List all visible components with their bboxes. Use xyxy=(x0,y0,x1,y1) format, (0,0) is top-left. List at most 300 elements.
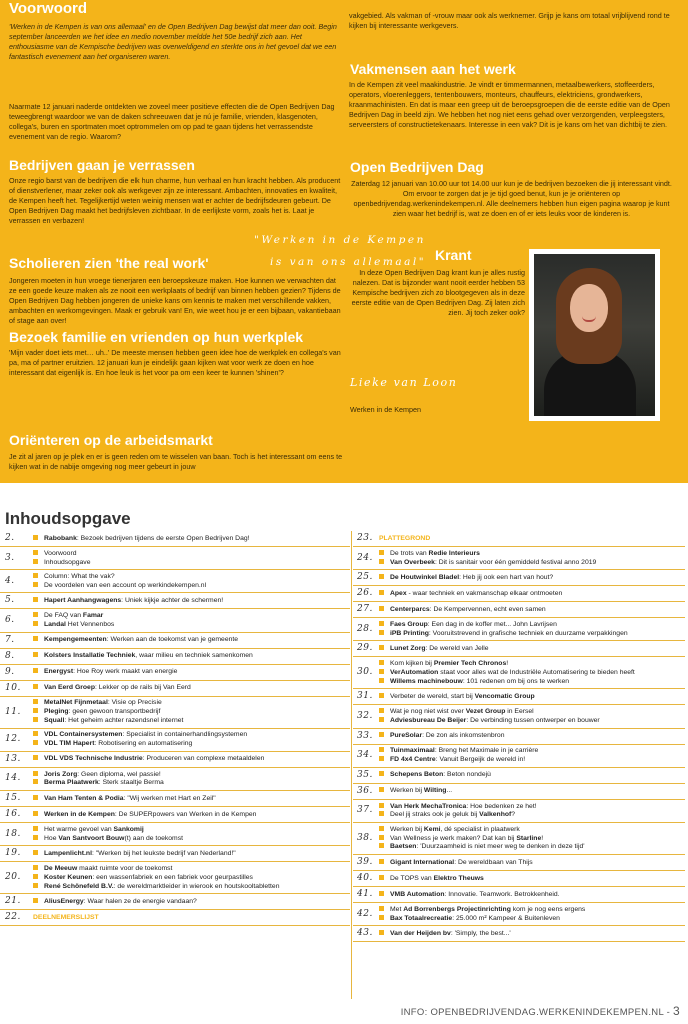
bullet-square-icon xyxy=(379,645,384,650)
toc-text: : Uniek kijkje achter de schermen! xyxy=(121,596,224,604)
toc-text: Het Vennenbos xyxy=(65,620,115,628)
bullet-square-icon xyxy=(33,755,38,760)
toc-text: : Werken aan de toekomst van je gemeente xyxy=(106,636,239,644)
toc-entry xyxy=(0,729,350,752)
bullet-square-icon xyxy=(379,574,384,579)
toc-line xyxy=(379,559,685,568)
voorwoord-title: Voorwoord xyxy=(9,0,88,17)
company-name: Sankomij xyxy=(113,825,144,833)
bullet-square-icon xyxy=(33,550,38,555)
toc-entry xyxy=(353,705,685,728)
company-name: iPB Printing xyxy=(390,629,429,637)
toc-entry xyxy=(353,689,685,705)
company-name: Apex xyxy=(390,589,407,597)
toc-text: Hoe xyxy=(44,834,59,842)
toc-text: : 25.000 m² Kampeer & Buitenleven xyxy=(452,914,560,922)
bullet-square-icon xyxy=(379,621,384,626)
bullet-square-icon xyxy=(33,559,38,564)
toc-line xyxy=(379,621,685,630)
toc-page-number: 30. xyxy=(357,667,373,678)
toc-page-number: 21. xyxy=(5,896,21,907)
toc-text: : De Kempervennen, echt even samen xyxy=(429,605,546,613)
toc-page-number: 9. xyxy=(5,666,15,677)
toc-line xyxy=(379,803,685,812)
toc-text: Werken bij xyxy=(390,787,424,795)
toc-entry xyxy=(0,570,350,593)
company-name: Squall xyxy=(44,716,65,724)
toc-text: Inhoudsopgave xyxy=(44,558,91,566)
section-text-orienteren: Je zit al jaren op je plek en er is geen reden om te wisselen van baan. Toch is het interessant om eens te kijken wat in de nabije omgeving nog meer gebeurt in jouw xyxy=(9,452,343,471)
section-title-orienteren: Oriënteren op de arbeidsmarkt xyxy=(9,432,213,448)
toc-text: : "Wij werken met Hart en Zeil" xyxy=(123,794,216,802)
toc-text: Het warme gevoel van xyxy=(44,825,114,833)
bullet-square-icon xyxy=(379,606,384,611)
toc-section-heading: DEELNEMERSLIJST xyxy=(33,913,99,921)
toc-page-number: 38. xyxy=(357,833,373,843)
company-name: De Houtwinkel Bladel xyxy=(390,573,460,581)
bullet-square-icon xyxy=(33,835,38,840)
toc-page-number: 16. xyxy=(5,809,21,819)
toc-line xyxy=(379,930,685,939)
footer xyxy=(401,1004,680,1018)
toc-entry xyxy=(353,602,685,618)
toc-text: De FAQ van xyxy=(44,612,83,620)
toc-text: Verbeter de wereld, start bij xyxy=(390,692,475,700)
bullet-square-icon xyxy=(33,898,38,903)
company-name: Joris Zorg xyxy=(44,770,78,778)
toc-text: : De verbinding tussen ontwerper en bouwer xyxy=(466,716,600,724)
toc-text: : De wereldbaan van Thijs xyxy=(454,858,533,866)
toc-page-number: 24. xyxy=(357,552,373,563)
toc-text: : Heb jij ook een hart van hout? xyxy=(459,573,554,581)
bullet-square-icon xyxy=(379,708,384,713)
toc-line xyxy=(379,756,685,765)
toc-text: ... xyxy=(446,787,453,795)
bullet-square-icon xyxy=(379,843,384,848)
company-name: René Schönefeld B.V. xyxy=(44,882,114,890)
toc-page-number: 29. xyxy=(357,643,373,654)
bullet-square-icon xyxy=(379,930,384,935)
toc-page-number: 6. xyxy=(5,614,15,625)
toc-page-number: 19. xyxy=(5,848,21,859)
company-name: Vezet Group xyxy=(465,708,506,716)
company-name: Koster Keunen xyxy=(44,873,93,881)
toc-text: : Het geheim achter razendsnel internet xyxy=(64,716,184,724)
toc-line xyxy=(33,731,350,740)
toc-title: Inhoudsopgave xyxy=(5,509,131,528)
company-name: Valkenhof xyxy=(479,811,512,819)
bullet-square-icon xyxy=(33,699,38,704)
toc-page-number: 2. xyxy=(5,533,15,543)
toc-text: Met xyxy=(390,905,404,913)
toc-line xyxy=(379,693,685,702)
toc-page-number: 18. xyxy=(5,828,21,839)
section-title-vakmensen: Vakmensen aan het werk xyxy=(350,61,516,77)
company-name: Schepens Beton xyxy=(390,771,444,779)
bullet-square-icon xyxy=(379,630,384,635)
company-name: Energyst xyxy=(44,668,74,676)
toc-line xyxy=(33,621,350,630)
toc-text: Deel jij straks ook je geluk bij xyxy=(390,811,480,819)
bullet-square-icon xyxy=(379,559,384,564)
toc-line xyxy=(33,850,350,859)
toc-page-number: 31. xyxy=(357,691,373,702)
toc-page-number: 5. xyxy=(5,595,15,606)
toc-entry xyxy=(353,800,685,823)
toc-text: : Sterk staaltje Berma xyxy=(98,779,164,787)
toc-entry xyxy=(353,729,685,745)
section-title-scholieren: Scholieren zien 'the real work' xyxy=(9,255,209,271)
toc-entry xyxy=(353,768,685,784)
bullet-square-icon xyxy=(33,874,38,879)
company-name: Faes Group xyxy=(390,620,428,628)
toc-right-column xyxy=(353,531,685,1001)
toc-text: - waar techniek en vakmanschap elkaar ontmoeten xyxy=(406,589,563,597)
bullet-square-icon xyxy=(33,865,38,870)
toc-line xyxy=(33,898,350,907)
toc-page-number: 43. xyxy=(357,928,373,939)
toc-line xyxy=(33,771,350,780)
toc-entry xyxy=(353,570,685,586)
toc-line xyxy=(33,865,350,874)
toc-line xyxy=(379,843,685,852)
toc-text: maakt ruimte voor de toekomst xyxy=(77,864,173,872)
toc-text: : Breng het Maximale in je carrière xyxy=(434,747,539,755)
company-name: Adviesbureau De Beijer xyxy=(390,716,467,724)
toc-entry xyxy=(0,681,350,697)
toc-text: : de wereldmarktleider in wierook en houtskooltabletten xyxy=(113,882,280,890)
company-name: PureSolar xyxy=(390,732,423,740)
company-name: Hapert Aanhangwagens xyxy=(44,596,122,604)
toc-page-number: 40. xyxy=(357,873,373,883)
bullet-square-icon xyxy=(379,693,384,698)
toc-text: : Dit is sanitair voor één gemiddeld festival anno 2019 xyxy=(434,558,597,566)
toc-entry xyxy=(0,593,350,609)
company-name: Ad Borrenbergs Projectinrichting xyxy=(403,905,511,913)
company-name: AliusEnergy xyxy=(44,897,84,905)
toc-page-number: 25. xyxy=(357,572,373,583)
section-text-krant: In deze Open Bedrijven Dag krant kun je alles rustig nalezen. Dat is bijzonder want nooit eerder hebben 53 Kempische bedrijven zich zo blootgegeven als in deze eerste editie van de Open Bedrijven Dag. Zij laten zich zien. Jij toch zeker ook? xyxy=(351,268,525,317)
toc-line xyxy=(379,669,685,678)
toc-page-number: 32. xyxy=(357,710,373,721)
toc-text: ! xyxy=(541,834,544,842)
bullet-square-icon xyxy=(379,859,384,864)
toc-entry xyxy=(0,807,350,823)
portrait-photo xyxy=(529,249,660,421)
toc-page-number: 27. xyxy=(357,604,373,615)
bullet-square-icon xyxy=(33,850,38,855)
bullet-square-icon xyxy=(33,708,38,713)
toc-text: De trots van xyxy=(390,549,429,557)
voorwoord-paragraph: Naarmate 12 januari naderde ontdekten we zoveel meer positieve effecten die de Open Bedrijven Dag teweegbrengt waardoor we van de daken schreeuwen dat je nú je familie, vrienden, klasgenoten, collega's, buren en sportmaten moet optrommelen om op pad te gaan tijdens het verrassendste evenement van de regio. Waarom? xyxy=(9,102,335,141)
toc-line xyxy=(379,835,685,844)
company-name: De Meeuw xyxy=(44,864,78,872)
bullet-square-icon xyxy=(379,669,384,674)
company-name: MetalNet Fijnmetaal xyxy=(44,699,108,707)
signature: Lieke van Loon xyxy=(350,376,458,389)
toc-line xyxy=(379,771,685,780)
toc-entry xyxy=(0,752,350,768)
company-name: Wilting xyxy=(423,787,447,795)
toc-line xyxy=(33,636,350,645)
bullet-square-icon xyxy=(33,582,38,587)
column-divider xyxy=(351,531,352,999)
toc-page-number: 3. xyxy=(5,552,15,563)
toc-text: : Vanuit Bergeijk de wereld in! xyxy=(435,756,526,764)
toc-line xyxy=(379,574,685,583)
toc-line xyxy=(379,630,685,639)
bullet-square-icon xyxy=(33,795,38,800)
company-name: Elektro Theuws xyxy=(433,874,484,882)
section-title-krant: Krant xyxy=(435,247,472,263)
toc-text: : een wassenfabriek en een fabriek voor geurpastilles xyxy=(92,873,253,881)
toc-text: kom je nog eens ergens xyxy=(510,905,586,913)
toc-text: Kom kijken bij xyxy=(390,660,434,668)
toc-text: : Beton nondejù xyxy=(443,771,491,779)
toc-page-number: 35. xyxy=(357,769,373,780)
toc-text: : Produceren van complexe metaaldelen xyxy=(142,755,265,763)
bullet-square-icon xyxy=(379,771,384,776)
company-name: Van Overbeek xyxy=(390,558,435,566)
toc-entry xyxy=(353,657,685,689)
toc-entry xyxy=(353,618,685,641)
company-name: Premier Tech Chronos xyxy=(433,660,507,668)
bullet-square-icon xyxy=(33,652,38,657)
company-name: Werken in de Kempen xyxy=(44,810,115,818)
toc-text: : Specialist in containerhandlingsystemen xyxy=(122,731,248,739)
toc-entry xyxy=(0,910,350,926)
toc-page-number: 37. xyxy=(357,805,373,816)
bullet-square-icon xyxy=(33,883,38,888)
bullet-square-icon xyxy=(379,590,384,595)
toc-text: : Hoe bedenken ze het! xyxy=(466,802,537,810)
toc-text: in Eersel xyxy=(505,708,534,716)
toc-line xyxy=(33,779,350,788)
toc-page-number: 15. xyxy=(5,793,21,803)
company-name: VDL VDS Technische Industrie xyxy=(44,755,143,763)
toc-entry xyxy=(353,641,685,657)
bullet-square-icon xyxy=(379,717,384,722)
section-title-bedrijven: Bedrijven gaan je verrassen xyxy=(9,157,195,173)
toc-text: : "Werken bij het leukste bedrijf van Nederland!" xyxy=(91,849,236,857)
toc-text: : Waar halen ze de energie vandaan? xyxy=(83,897,197,905)
toc-line xyxy=(379,859,685,868)
toc-page-number: 28. xyxy=(357,623,373,634)
toc-entry xyxy=(0,649,350,665)
footer-url[interactable]: INFO: OPENBEDRIJVENDAG.WERKENINDEKEMPEN.NL xyxy=(400,1007,664,1018)
bullet-square-icon xyxy=(379,803,384,808)
toc-entry xyxy=(0,665,350,681)
toc-line xyxy=(33,535,350,544)
toc-text: : 'Duurzaamheid is niet meer weg te denken in deze tijd' xyxy=(416,843,585,851)
bullet-square-icon xyxy=(33,740,38,745)
toc-page-number: 14. xyxy=(5,773,21,784)
bullet-square-icon xyxy=(379,835,384,840)
toc-text: , dé specialist in plaatwerk xyxy=(440,825,520,833)
toc-text: staat voor alles wat de Industriële Automatisering te bieden heeft xyxy=(438,668,635,676)
company-name: Kolsters Installatie Techniek xyxy=(44,652,136,660)
toc-line xyxy=(379,717,685,726)
toc-text: : Visie op Precisie xyxy=(107,699,162,707)
toc-text: : Robotisering en automatisering xyxy=(94,740,193,748)
toc-entry xyxy=(0,697,350,729)
bullet-square-icon xyxy=(379,747,384,752)
toc-page-number: 13. xyxy=(5,753,21,764)
bullet-square-icon xyxy=(379,787,384,792)
continued-text: vakgebied. Als vakman of -vrouw maar ook als werknemer. Grijp je kans om totaal vrijblijvend rond te kijken bij interessante werkgevers. xyxy=(349,11,670,30)
toc-text: De TOPS van xyxy=(390,874,434,882)
toc-text: ? xyxy=(511,811,516,819)
toc-text: ! xyxy=(506,660,509,668)
toc-page-number: 8. xyxy=(5,650,15,661)
bullet-square-icon xyxy=(379,732,384,737)
company-name: VDL Containersystemen xyxy=(44,731,123,739)
toc-line xyxy=(33,708,350,717)
toc-line xyxy=(379,660,685,669)
toc-text: : Hoe Roy werk maakt van energie xyxy=(73,668,178,676)
company-name: Van Herk MechaTronica xyxy=(390,802,467,810)
toc-left-column xyxy=(0,531,350,1001)
section-text-vakmensen: In de Kempen zit veel maakindustrie. Je vindt er timmermannen, metaalbewerkers, stoffeerders, operators, vloerenleggers, tentenbouwers, monteurs, chauffeurs, elektriciens, grondwerkers, kraanmachinisten. En dat is maar een greep uit de beroepsgroepen die de eerste editie van de Open Bedrijven Dag in beeld zijn. We hebben het nog niet eens gehad over verzorgenden, verpleegsters, serveersters of constructietekenaars. Interesse in een vak? Dit is je kans om het van dichtbij te zien. xyxy=(349,80,670,129)
bullet-square-icon xyxy=(33,779,38,784)
toc-page-number: 7. xyxy=(5,634,15,645)
toc-text: Werken bij xyxy=(390,825,424,833)
toc-entry xyxy=(0,823,350,846)
toc-line xyxy=(379,811,685,820)
bullet-square-icon xyxy=(33,826,38,831)
company-name: Van Santvoort Bouw xyxy=(58,834,125,842)
company-name: VDL TIM Hapert xyxy=(44,740,95,748)
pull-quote-line-2: is van ons allemaal" xyxy=(270,256,427,268)
toc-line xyxy=(33,755,350,764)
section-title-obd: Open Bedrijven Dag xyxy=(350,159,484,175)
toc-entry xyxy=(0,547,350,570)
toc-entry xyxy=(353,871,685,887)
toc-page-number: 33. xyxy=(357,730,373,741)
toc-line xyxy=(33,597,350,606)
company-name: Van Eerd Groep xyxy=(44,684,95,692)
bullet-square-icon xyxy=(379,891,384,896)
toc-entry xyxy=(0,846,350,862)
company-name: Vencomatic Group xyxy=(474,692,535,700)
company-name: Pleging xyxy=(44,708,69,716)
toc-entry xyxy=(353,531,685,547)
toc-text: : Vooruitstrevend in grafische techniek en duurzame verpakkingen xyxy=(428,629,628,637)
bullet-square-icon xyxy=(33,717,38,722)
bullet-square-icon xyxy=(379,875,384,880)
toc-entry xyxy=(0,609,350,632)
bullet-square-icon xyxy=(33,636,38,641)
toc-line xyxy=(33,795,350,804)
toc-text: : Lekker op de rails bij Van Eerd xyxy=(95,684,191,692)
toc-entry xyxy=(0,633,350,649)
toc-text: , waar milieu en techniek samenkomen xyxy=(135,652,253,660)
toc-page-number: 22. xyxy=(5,912,21,923)
toc-line xyxy=(33,652,350,661)
page-number: 3 xyxy=(673,1004,680,1018)
toc-line xyxy=(33,874,350,883)
toc-line xyxy=(379,906,685,915)
toc-page-number: 36. xyxy=(357,785,373,796)
company-name: Bax Totaalrecreatie xyxy=(390,914,453,922)
company-name: Lampenlicht.nl xyxy=(44,849,92,857)
toc-text: : De wereld van Jelle xyxy=(425,644,489,652)
bullet-square-icon xyxy=(33,811,38,816)
company-name: Tuinmaximaal xyxy=(390,747,435,755)
toc-entry xyxy=(353,823,685,855)
toc-entry xyxy=(353,586,685,602)
bullet-square-icon xyxy=(33,771,38,776)
company-name: VMB Automation xyxy=(390,890,445,898)
company-name: Van der Heijden bv xyxy=(390,929,451,937)
toc-line xyxy=(379,550,685,559)
toc-line xyxy=(33,612,350,621)
toc-text: : Geen diploma, wel passie! xyxy=(77,770,161,778)
toc-page-number: 20. xyxy=(5,872,21,883)
toc-line xyxy=(379,891,685,900)
toc-entry xyxy=(353,903,685,926)
toc-text: Van Wellness je werk maken? Dat kan bij xyxy=(390,834,517,842)
company-name: Willems machinebouw xyxy=(390,677,463,685)
toc-line xyxy=(379,915,685,924)
toc-page-number: 4. xyxy=(5,575,15,586)
bullet-square-icon xyxy=(33,597,38,602)
voorwoord-panel xyxy=(0,0,688,483)
toc-entry xyxy=(0,894,350,910)
bullet-square-icon xyxy=(379,550,384,555)
pull-quote-line-1: "Werken in de Kempen xyxy=(254,234,426,246)
toc-entry xyxy=(353,745,685,768)
company-name: Centerparcs xyxy=(390,605,430,613)
toc-entry xyxy=(353,926,685,942)
toc-entry xyxy=(353,855,685,871)
bullet-square-icon xyxy=(379,906,384,911)
company-name: VerAutomation xyxy=(390,668,439,676)
company-name: FD 4x4 Centre xyxy=(390,756,436,764)
toc-line xyxy=(379,826,685,835)
section-text-scholieren: Jongeren moeten in hun vroege tienerjaren een beroepskeuze maken. Hoe kunnen we verwachten dat ze een goede keuze maken als ze nooit een werkplaats of bedrijf van binnen hebben gezien? Tijdens de Open Bedrijven Dag hebben jongeren de unieke kans om kennis te maken met verschillende vakken, ambachten en werkomgevingen. Maak er gebruik van! En, wie weet hou je er een bijbaan, vakantiebaan of stage aan over! xyxy=(9,276,341,325)
signature-role: Werken in de Kempen xyxy=(350,405,421,414)
toc-line xyxy=(33,684,350,693)
bullet-square-icon xyxy=(379,756,384,761)
company-name: Famar xyxy=(82,612,104,620)
company-name: Lunet Zorg xyxy=(390,644,426,652)
company-name: Baetsen xyxy=(390,843,417,851)
toc-text: : Bezoek bedrijven tijdens de eerste Open Bedrijven Dag! xyxy=(76,534,250,542)
toc-line xyxy=(33,883,350,892)
company-name: Gigant International xyxy=(390,858,455,866)
toc-page-number: 23. xyxy=(357,533,373,543)
toc-text: (t) aan de toekomst xyxy=(124,834,184,842)
toc-text: : De SUPERpowers van Werken in de Kempen xyxy=(114,810,257,818)
toc-line xyxy=(33,717,350,726)
footer-separator: - xyxy=(663,1007,674,1018)
toc-text: : 101 redenen om bij ons te werken xyxy=(462,677,570,685)
toc-text: : De zon als inkomstenbron xyxy=(422,732,505,740)
toc-page-number: 42. xyxy=(357,908,373,919)
toc-text: : Innovatie. Teamwork. Betrokkenheid. xyxy=(444,890,560,898)
toc-page-number: 10. xyxy=(5,682,21,693)
toc-line xyxy=(33,668,350,677)
toc-text: : 'Simply, the best...' xyxy=(450,929,511,937)
toc-line xyxy=(33,559,350,568)
toc-line xyxy=(379,708,685,717)
toc-line xyxy=(33,835,350,844)
bullet-square-icon xyxy=(33,621,38,626)
toc-line xyxy=(33,699,350,708)
company-name: Redie Interieurs xyxy=(428,549,480,557)
toc-entry xyxy=(353,887,685,903)
